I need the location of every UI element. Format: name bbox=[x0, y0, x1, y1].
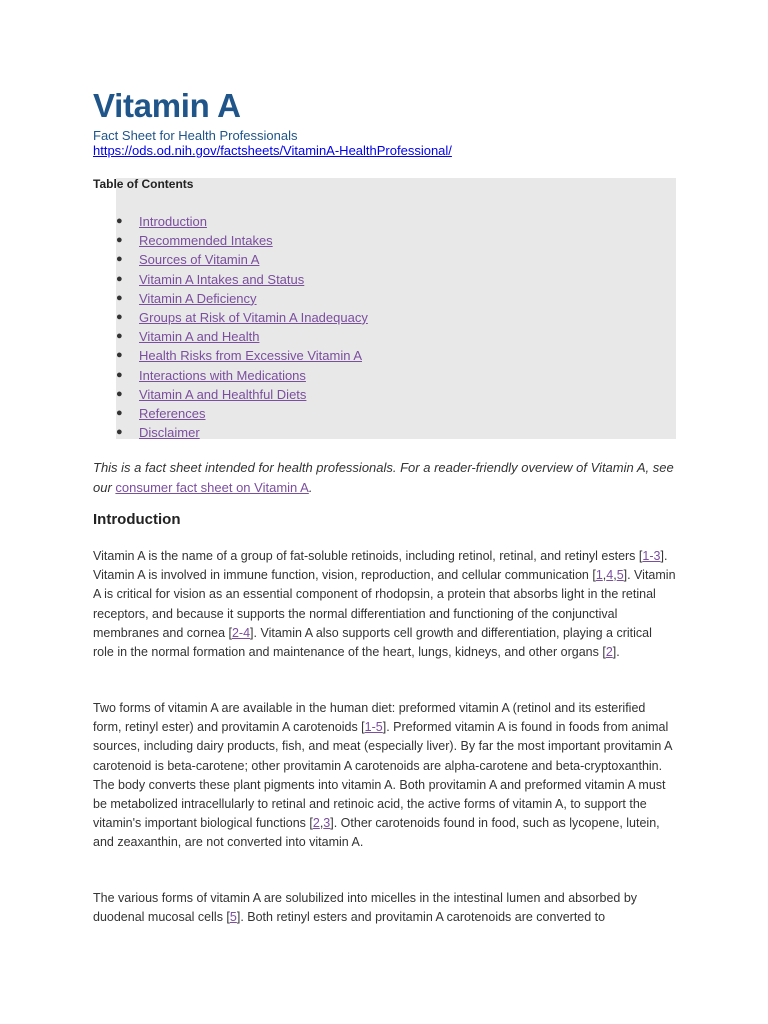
consumer-fact-sheet-link[interactable]: consumer fact sheet on Vitamin A bbox=[115, 479, 309, 495]
citation-link[interactable]: 2 bbox=[312, 816, 320, 831]
note-text-end: . bbox=[308, 479, 313, 495]
bullet-icon: ● bbox=[116, 215, 123, 227]
introduction-paragraph-3 bbox=[93, 889, 676, 927]
citation-link[interactable]: 1-5 bbox=[364, 720, 383, 735]
toc-link-introduction[interactable]: Introduction bbox=[139, 214, 207, 229]
paragraph-text: The various forms of vitamin A are solubilized into micelles in the intestinal lumen and absorbed by duodenal mucosal cells [ bbox=[93, 891, 638, 925]
note-text: This is a fact sheet intended for health professionals. For a reader-friendly overview of Vitamin A, see our bbox=[93, 460, 674, 495]
introduction-paragraph-1 bbox=[93, 547, 676, 662]
paragraph-text: ]. Vitamin A also supports cell growth and differentiation, playing a critical role in the normal formation and maintenance of the heart, lungs, kidneys, and other organs [ bbox=[93, 625, 652, 660]
toc-link-references[interactable]: References bbox=[139, 405, 206, 421]
toc-link-deficiency[interactable]: Vitamin A Deficiency bbox=[139, 290, 257, 306]
bullet-icon: ● bbox=[116, 310, 123, 323]
citation-link[interactable]: 2 bbox=[605, 645, 613, 660]
bullet-icon: ● bbox=[116, 349, 123, 362]
bullet-icon: ● bbox=[116, 368, 123, 381]
bullet-icon: ● bbox=[116, 291, 123, 304]
toc-link-disclaimer[interactable]: Disclaimer bbox=[139, 425, 200, 441]
toc-link-sources[interactable]: Sources of Vitamin A bbox=[139, 252, 260, 268]
paragraph-text: ]. Preformed vitamin A is found in foods from animal sources, including dairy products, fish, and meat (especially liver). By far the most important provitamin A carotenoid is beta-carotene; other provitamin A carotenoids are alpha-carotene and beta-cryptoxanthin. The body converts these plant pigments into vitamin A. Both provitamin A and preformed vitamin A must be metabolized intracellularly to retinal and retinoic acid, the active forms of vitamin A, to support the vitamin's important biological functions [ bbox=[93, 720, 672, 831]
bullet-icon: ● bbox=[116, 387, 123, 400]
bullet-icon: ● bbox=[116, 234, 123, 247]
introduction-heading: Introduction bbox=[93, 511, 181, 528]
bullet-icon: ● bbox=[116, 272, 123, 285]
bullet-icon: ● bbox=[116, 253, 123, 266]
toc-link-healthful-diets[interactable]: Vitamin A and Healthful Diets bbox=[139, 386, 307, 402]
toc-link-recommended-intakes[interactable]: Recommended Intakes bbox=[139, 233, 273, 249]
paragraph-text: ]. Vitamin A is critical for vision as an essential component of rhodopsin, a protein that absorbs light in the retinal receptors, and because it supports the normal differentiation and functioning of the conjunctival membranes and cornea [ bbox=[93, 568, 676, 640]
paragraph-text: ]. Vitamin A is involved in immune function, vision, reproduction, and cellular communication [ bbox=[93, 549, 668, 583]
introduction-paragraph-2 bbox=[93, 699, 676, 853]
bullet-icon: ● bbox=[116, 406, 123, 419]
table-of-contents bbox=[93, 177, 676, 439]
page-subtitle: Fact Sheet for Health Professionals bbox=[93, 128, 298, 143]
source-url-link[interactable]: https://ods.od.nih.gov/factsheets/VitaminA-HealthProfessional/ bbox=[93, 143, 452, 158]
citation-link[interactable]: 4 bbox=[606, 568, 614, 583]
citation-link[interactable]: 5 bbox=[616, 568, 624, 583]
citation-separator: , bbox=[613, 568, 617, 583]
bullet-icon: ● bbox=[116, 426, 123, 439]
professional-note bbox=[93, 458, 676, 497]
toc-heading: Table of Contents bbox=[93, 177, 194, 191]
paragraph-text: Vitamin A is the name of a group of fat-soluble retinoids, including retinol, retinal, and retinyl esters [ bbox=[93, 549, 643, 563]
paragraph-text: ]. Both retinyl esters and provitamin A carotenoids are converted to bbox=[236, 910, 606, 925]
paragraph-text: Two forms of vitamin A are available in the human diet: preformed vitamin A (retinol and its esterified form, retinyl ester) and provitamin A carotenoids [ bbox=[93, 701, 646, 735]
page-title: Vitamin A bbox=[93, 87, 241, 124]
citation-link[interactable]: 5 bbox=[229, 910, 237, 925]
citation-separator: , bbox=[319, 816, 324, 831]
citation-separator: , bbox=[602, 568, 607, 583]
bullet-icon: ● bbox=[116, 330, 123, 343]
toc-link-groups-at-risk[interactable]: Groups at Risk of Vitamin A Inadequacy bbox=[139, 309, 368, 325]
toc-link-health-risks[interactable]: Health Risks from Excessive Vitamin A bbox=[139, 348, 362, 364]
paragraph-text: ]. bbox=[612, 645, 620, 660]
citation-link[interactable]: 3 bbox=[323, 816, 331, 831]
citation-link[interactable]: 1-3 bbox=[642, 549, 661, 563]
toc-link-interactions[interactable]: Interactions with Medications bbox=[139, 367, 306, 383]
citation-link[interactable]: 1 bbox=[595, 568, 603, 583]
paragraph-text: ]. Other carotenoids found in food, such as lycopene, lutein, and zeaxanthin, are not converted into vitamin A. bbox=[93, 816, 660, 850]
citation-link[interactable]: 2-4 bbox=[231, 625, 251, 640]
toc-link-intakes-status[interactable]: Vitamin A Intakes and Status bbox=[139, 271, 305, 287]
toc-link-health[interactable]: Vitamin A and Health bbox=[139, 329, 260, 345]
